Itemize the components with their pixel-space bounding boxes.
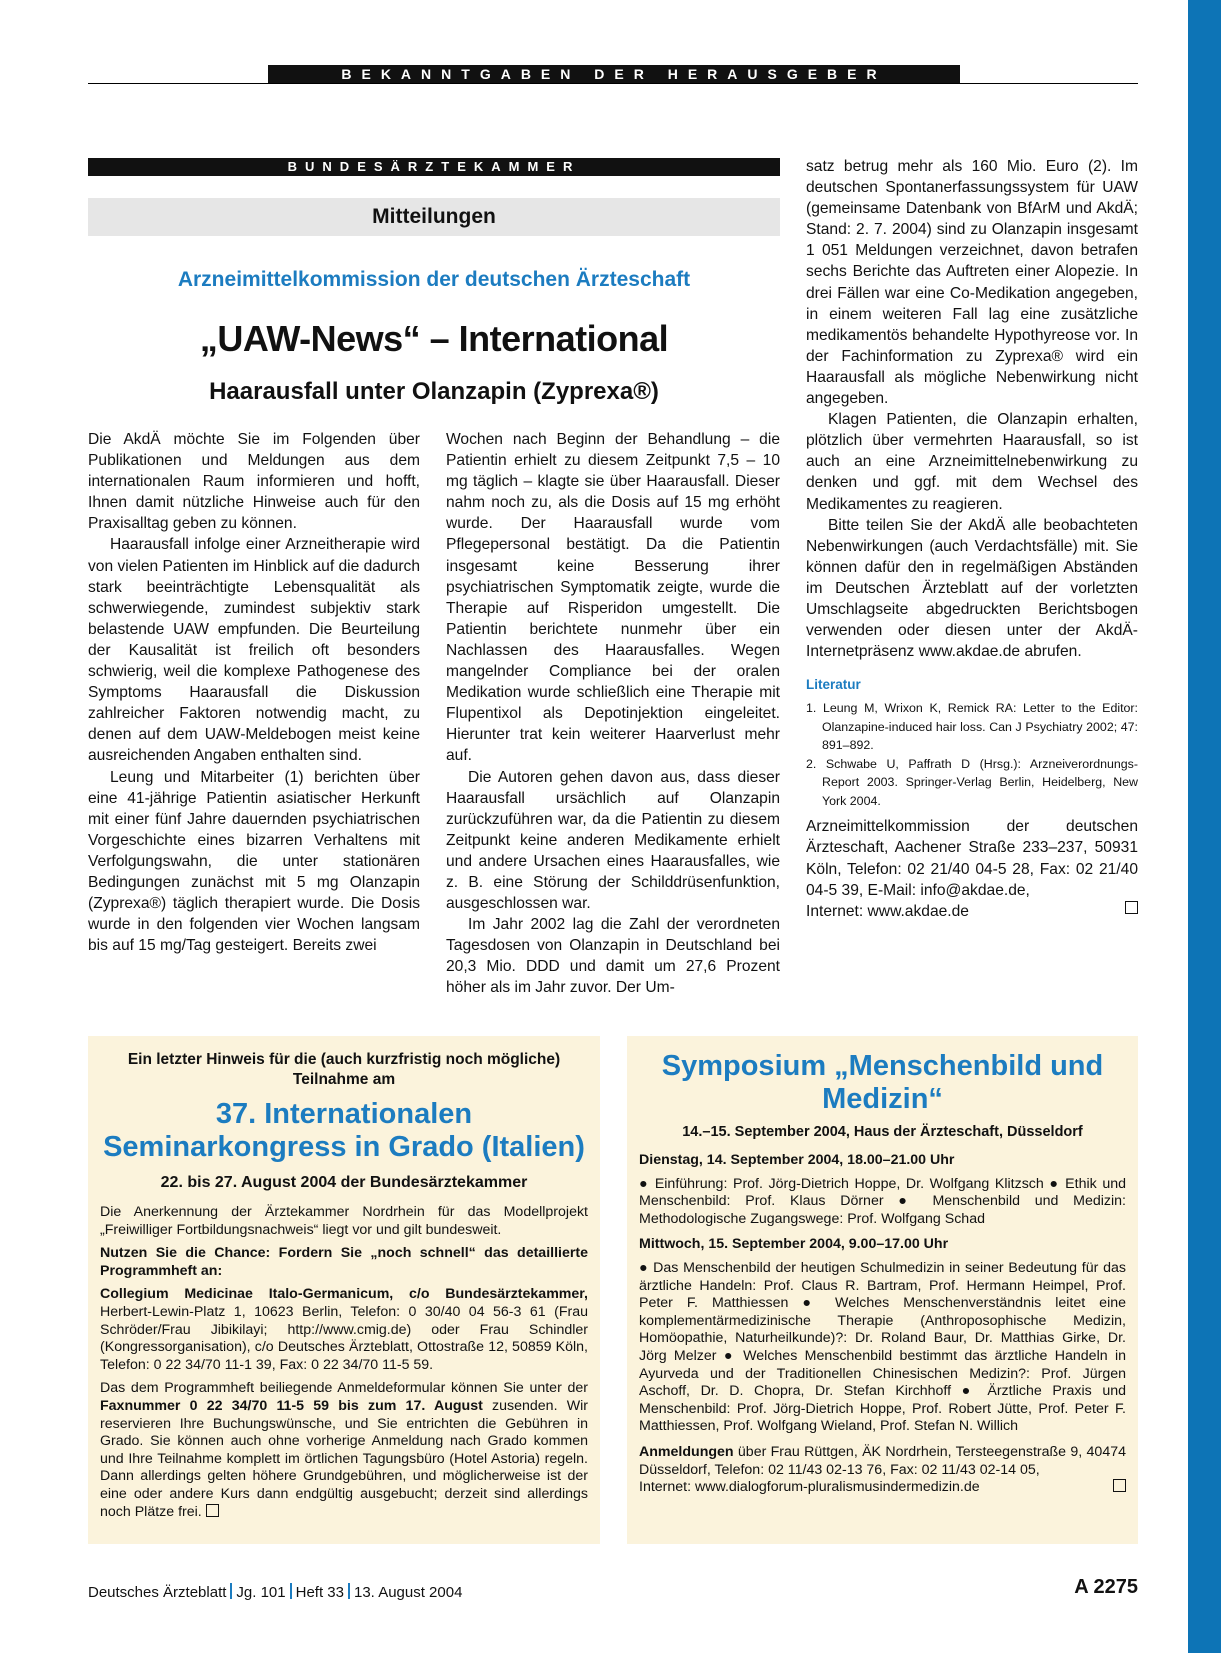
reference-item: 2. Schwabe U, Paffrath D (Hrsg.): Arzneiverordnungs-Report 2003. Springer-Verlag Berlin, Heidelberg, New York 2004. — [806, 756, 1138, 808]
symposium-date: 14.–15. September 2004, Haus der Ärzteschaft, Düsseldorf — [682, 1124, 1083, 1140]
paragraph — [100, 1380, 588, 1521]
registration — [639, 1444, 1126, 1479]
paragraph — [100, 1286, 588, 1374]
paragraph: Haarausfall infolge einer Arzneitherapie wird von vielen Patienten im Hinblick auf die dadurch stark beeinträchtigte Lebensqualität als schwerwiegende, zumindest subjektiv stark belastende UAW empfunden. Die Beurteilung der Kausalität ist freilich oft besonders schwierig, weil die komplexe Pathogenese des Symptoms Haarausfall die Diskussion zahlreicher Faktoren notwendig macht, zu denen auf dem UAW-Meldebogen meist keine ausreichenden Angaben enthalten sind. — [88, 536, 420, 765]
header-band: BEKANNTGABEN DER HERAUSGEBER — [268, 65, 960, 84]
paragraph: satz betrug mehr als 160 Mio. Euro (2). Im deutschen Spontanerfassungssystem für UAW (gemeinsame Datenbank von BfArM und AkdÄ; Stand: 2. 7. 2004) sind zu Olanzapin insgesamt 1 051 Meldungen verzeichnet, davon betrafen sechs Berichte das Auftreten einer Alopezie. In drei Fällen war eine Co-Medikation angegeben, in einem weiteren Fall lag eine zusätzliche medikamentös behandelte Hypothyreose vor. In der Fachinformation zu Zyprexa® wird ein Haarausfall als mögliche Nebenwirkung nicht angegeben. — [806, 158, 1138, 408]
article-column-1 — [88, 429, 420, 956]
article-title: „UAW-News“ – International — [199, 318, 669, 359]
grado-announcement-box — [88, 1036, 600, 1544]
grado-date: 22. bis 27. August 2004 der Bundesärztekammer — [160, 1174, 528, 1191]
section-heading: Mitteilungen — [88, 198, 780, 236]
article-issuer: Arzneimittelkommission der deutschen Ärzteschaft — [177, 268, 691, 291]
paragraph: Die Anerkennung der Ärztekammer Nordrhein für das Modellprojekt „Freiwilliger Fortbildungsnachweis“ liegt vor und gilt bundesweit. — [100, 1204, 588, 1238]
footer — [88, 1583, 462, 1601]
symposium-box — [627, 1036, 1138, 1544]
journal-name: Deutsches Ärzteblatt — [88, 1584, 227, 1601]
address-text: Herbert-Lewin-Platz 1, 10623 Berlin, Telefon: 0 30/40 04 56-3 61 (Frau Schröder/Frau Jibikilayi; http://www.cmig.de) oder Frau Schindler (Kongressorganisation), c/o Deutsches Ärzteblatt, Ottostraße 12, 50859 Köln, Telefon: 0 22 34/70 11-1 39, Fax: 0 22 34/70 11-5 59. — [100, 1303, 588, 1373]
end-mark-icon — [206, 1504, 219, 1517]
day-program: ● Einführung: Prof. Jörg-Dietrich Hoppe, Dr. Wolfgang Klitzsch ● Ethik und Menschenbild: Prof. Klaus Dörner ● Menschenbild und Medizin: Methodologische Zugangswege: Prof. Wolfgang Schad — [639, 1175, 1126, 1227]
paragraph: Wochen nach Beginn der Behandlung – die Patientin erhielt zu diesem Zeitpunkt 7,5 – 10 mg täglich – klagte sie über Haarausfall. Dieser nahm noch zu, als die Dosis auf 15 mg erhöht wurde. Der Haarausfall wurde vom Pflegepersonal bestätigt. Da die Patientin insgesamt keine Besserung ihrer psychiatrischen Symptomatik zeigte, wurde die Therapie auf Risperidon umgestellt. Die Patientin berichtete nunmehr über ein Nachlassen des Haarausfalles. Wegen mangelnder Compliance bei der oralen Medikation wurde schließlich eine Therapie mit Flupentixol als Depotinjektion eingeleitet. Hierunter trat kein weiterer Haarverlust mehr auf. — [446, 431, 780, 765]
footer-separator — [348, 1583, 350, 1599]
grado-intro: Ein letzter Hinweis für die (auch kurzfristig noch mögliche) Teilnahme am — [127, 1051, 561, 1088]
paragraph: Bitte teilen Sie der AkdÄ alle beobachteten Nebenwirkungen (auch Verdachtsfälle) mit. Sie können dafür den in regelmäßigen Abständen im Deutschen Ärzteblatt auf der vorletzten Umschlagseite abgedruckten Berichtsbogen verwenden oder diesen unter der AkdÄ-Internetpräsenz www.akdae.de abrufen. — [806, 516, 1138, 661]
registration-text: über Frau Rüttgen, ÄK Nordrhein, Tersteegenstraße 9, 40474 Düsseldorf, Telefon: 02 11/43 02-13 76, Fax: 02 11/43 02-14 05, — [639, 1443, 1126, 1478]
day-heading: Mittwoch, 15. September 2004, 9.00–17.00 Uhr — [639, 1236, 949, 1253]
literature-title: Literatur — [806, 677, 861, 693]
symposium-heading: Symposium „Menschenbild und Medizin“ — [661, 1050, 1104, 1115]
paragraph: Nutzen Sie die Chance: Fordern Sie „noch schnell“ das detaillierte Programmheft an: — [100, 1245, 588, 1279]
registration-internet: Internet: www.dialogforum-pluralismusindermedizin.de — [639, 1479, 980, 1496]
journal-issue: Heft 33 — [295, 1584, 344, 1601]
grado-heading: 37. Internationalen Seminarkongress in Grado (Italien) — [103, 1098, 585, 1163]
section-band: BUNDESÄRZTEKAMMER — [88, 158, 780, 176]
text-span: zusenden. Wir reservieren Ihre Buchungswünsche, und Sie entrichten die Gebühren in Grado. Sie können auch ohne vorherige Anmeldung nach Grado kommen und Ihre Teilnahme komplett im örtlichen Tagungsbüro (Hotel Astoria) regeln. Dann allerdings gelten höhere Grundgebühren, und möglicherweise ist der eine oder andere Kurs dann endgültig ausgebucht; derzeit sind allerdings noch Plätze frei. — [100, 1397, 588, 1520]
blue-edge-bar — [1188, 0, 1221, 1653]
page-number: A 2275 — [1074, 1576, 1138, 1598]
paragraph: Im Jahr 2002 lag die Zahl der verordneten Tagesdosen von Olanzapin in Deutschland bei 20,3 Mio. DDD und damit um 27,6 Prozent höher als im Jahr zuvor. Der Um- — [446, 916, 780, 997]
article-column-3 — [806, 156, 1138, 922]
paragraph: Leung und Mitarbeiter (1) berichten über eine 41-jährige Patientin asiatischer Herkunft mit einer fünf Jahre dauernden psychiatrischen Vorgeschichte eines bizarren Verhaltens mit Verfolgungswahn, die unter stationären Bedingungen zunächst mit 5 mg Olanzapin (Zyprexa®) täglich therapiert wurde. Die Dosis wurde in den folgenden vier Wochen langsam bis auf 15 mg/Tag gesteigert. Bereits zwei — [88, 768, 420, 955]
day-heading: Dienstag, 14. September 2004, 18.00–21.00 Uhr — [639, 1152, 955, 1168]
day-program: ● Das Menschenbild der heutigen Schulmedizin in seiner Bedeutung für das ärztliche Handeln: Prof. Claus R. Bartram, Prof. Hermann Heimpel, Prof. Peter F. Matthiessen ● Welches Menschenverständnis leitet eine komplementärmedizinische Therapie (Anthroposophische Medizin, Homöopathie, Naturheilkunde)?: Dr. Roland Baur, Dr. Matthias Girke, Dr. Jörg Melzer ● Welches Menschenbild bestimmt das ärztliche Handeln in Ayurveda und der Traditionellen Chinesischen Medizin?: Prof. Jürgen Aschoff, Dr. D. Chopra, Dr. Stefan Kirchhoff ● Ärztliche Praxis und Menschenbild: Prof. Jörg-Dietrich Hoppe, Prof. Robert Jütte, Prof. Peter F. Matthiessen, Prof. Wolfgang Wieland, Prof. Stefan N. Willich — [639, 1259, 1126, 1435]
article-column-2 — [446, 429, 780, 999]
end-mark-icon — [1113, 1479, 1126, 1492]
footer-separator — [230, 1583, 232, 1599]
address-name: Collegium Medicinae Italo-Germanicum, c/o Bundesärztekammer, — [100, 1286, 588, 1303]
grado-body — [100, 1204, 588, 1527]
reference-item: 1. Leung M, Wrixon K, Remick RA: Letter to the Editor: Olanzapine-induced hair loss. Can J Psychiatry 2002; 47: 891–892. — [806, 701, 1138, 753]
symposium-body — [639, 1152, 1126, 1497]
contact-address: Arzneimittelkommission der deutschen Ärzteschaft, Aachener Straße 233–237, 50931 Köln, Telefon: 02 21/40 04-5 28, Fax: 02 21/40 04-5 39, E-Mail: info@akdae.de, — [806, 818, 1138, 899]
paragraph: Die AkdÄ möchte Sie im Folgenden über Publikationen und Meldungen aus dem internationalen Raum informieren und hofft, Ihnen damit nützliche Hinweise auch für den Praxisalltag geben zu können. — [88, 431, 420, 533]
paragraph: Die Autoren gehen davon aus, dass dieser Haarausfall ursächlich auf Olanzapin zurückzuführen war, da die Patientin zu diesem Zeitpunkt keine anderen Medikamente erhielt und andere Ursachen eines Haarausfalles, wie z. B. eine Störung der Schilddrüsenfunktion, ausgeschlossen war. — [446, 768, 780, 913]
end-mark-icon — [1125, 901, 1138, 914]
article-subtitle: Haarausfall unter Olanzapin (Zyprexa®) — [209, 378, 659, 405]
paragraph: Klagen Patienten, die Olanzapin erhalten, plötzlich über vermehrten Haarausfall, so ist auch an eine Arzneimittelnebenwirkung zu denken und ggf. mit dem Wechsel des Medikamentes zu reagieren. — [806, 411, 1138, 513]
header-rule — [88, 83, 1138, 84]
contact-internet: Internet: www.akdae.de — [806, 902, 969, 920]
journal-volume: Jg. 101 — [236, 1584, 286, 1601]
fax-number: Faxnummer 0 22 34/70 11-5 59 bis zum 17. August — [100, 1397, 483, 1414]
journal-date: 13. August 2004 — [354, 1584, 463, 1601]
text-span: Das dem Programmheft beiliegende Anmeldeformular können Sie unter der — [100, 1380, 588, 1397]
footer-separator — [290, 1583, 292, 1599]
registration-label: Anmeldungen — [639, 1443, 734, 1460]
